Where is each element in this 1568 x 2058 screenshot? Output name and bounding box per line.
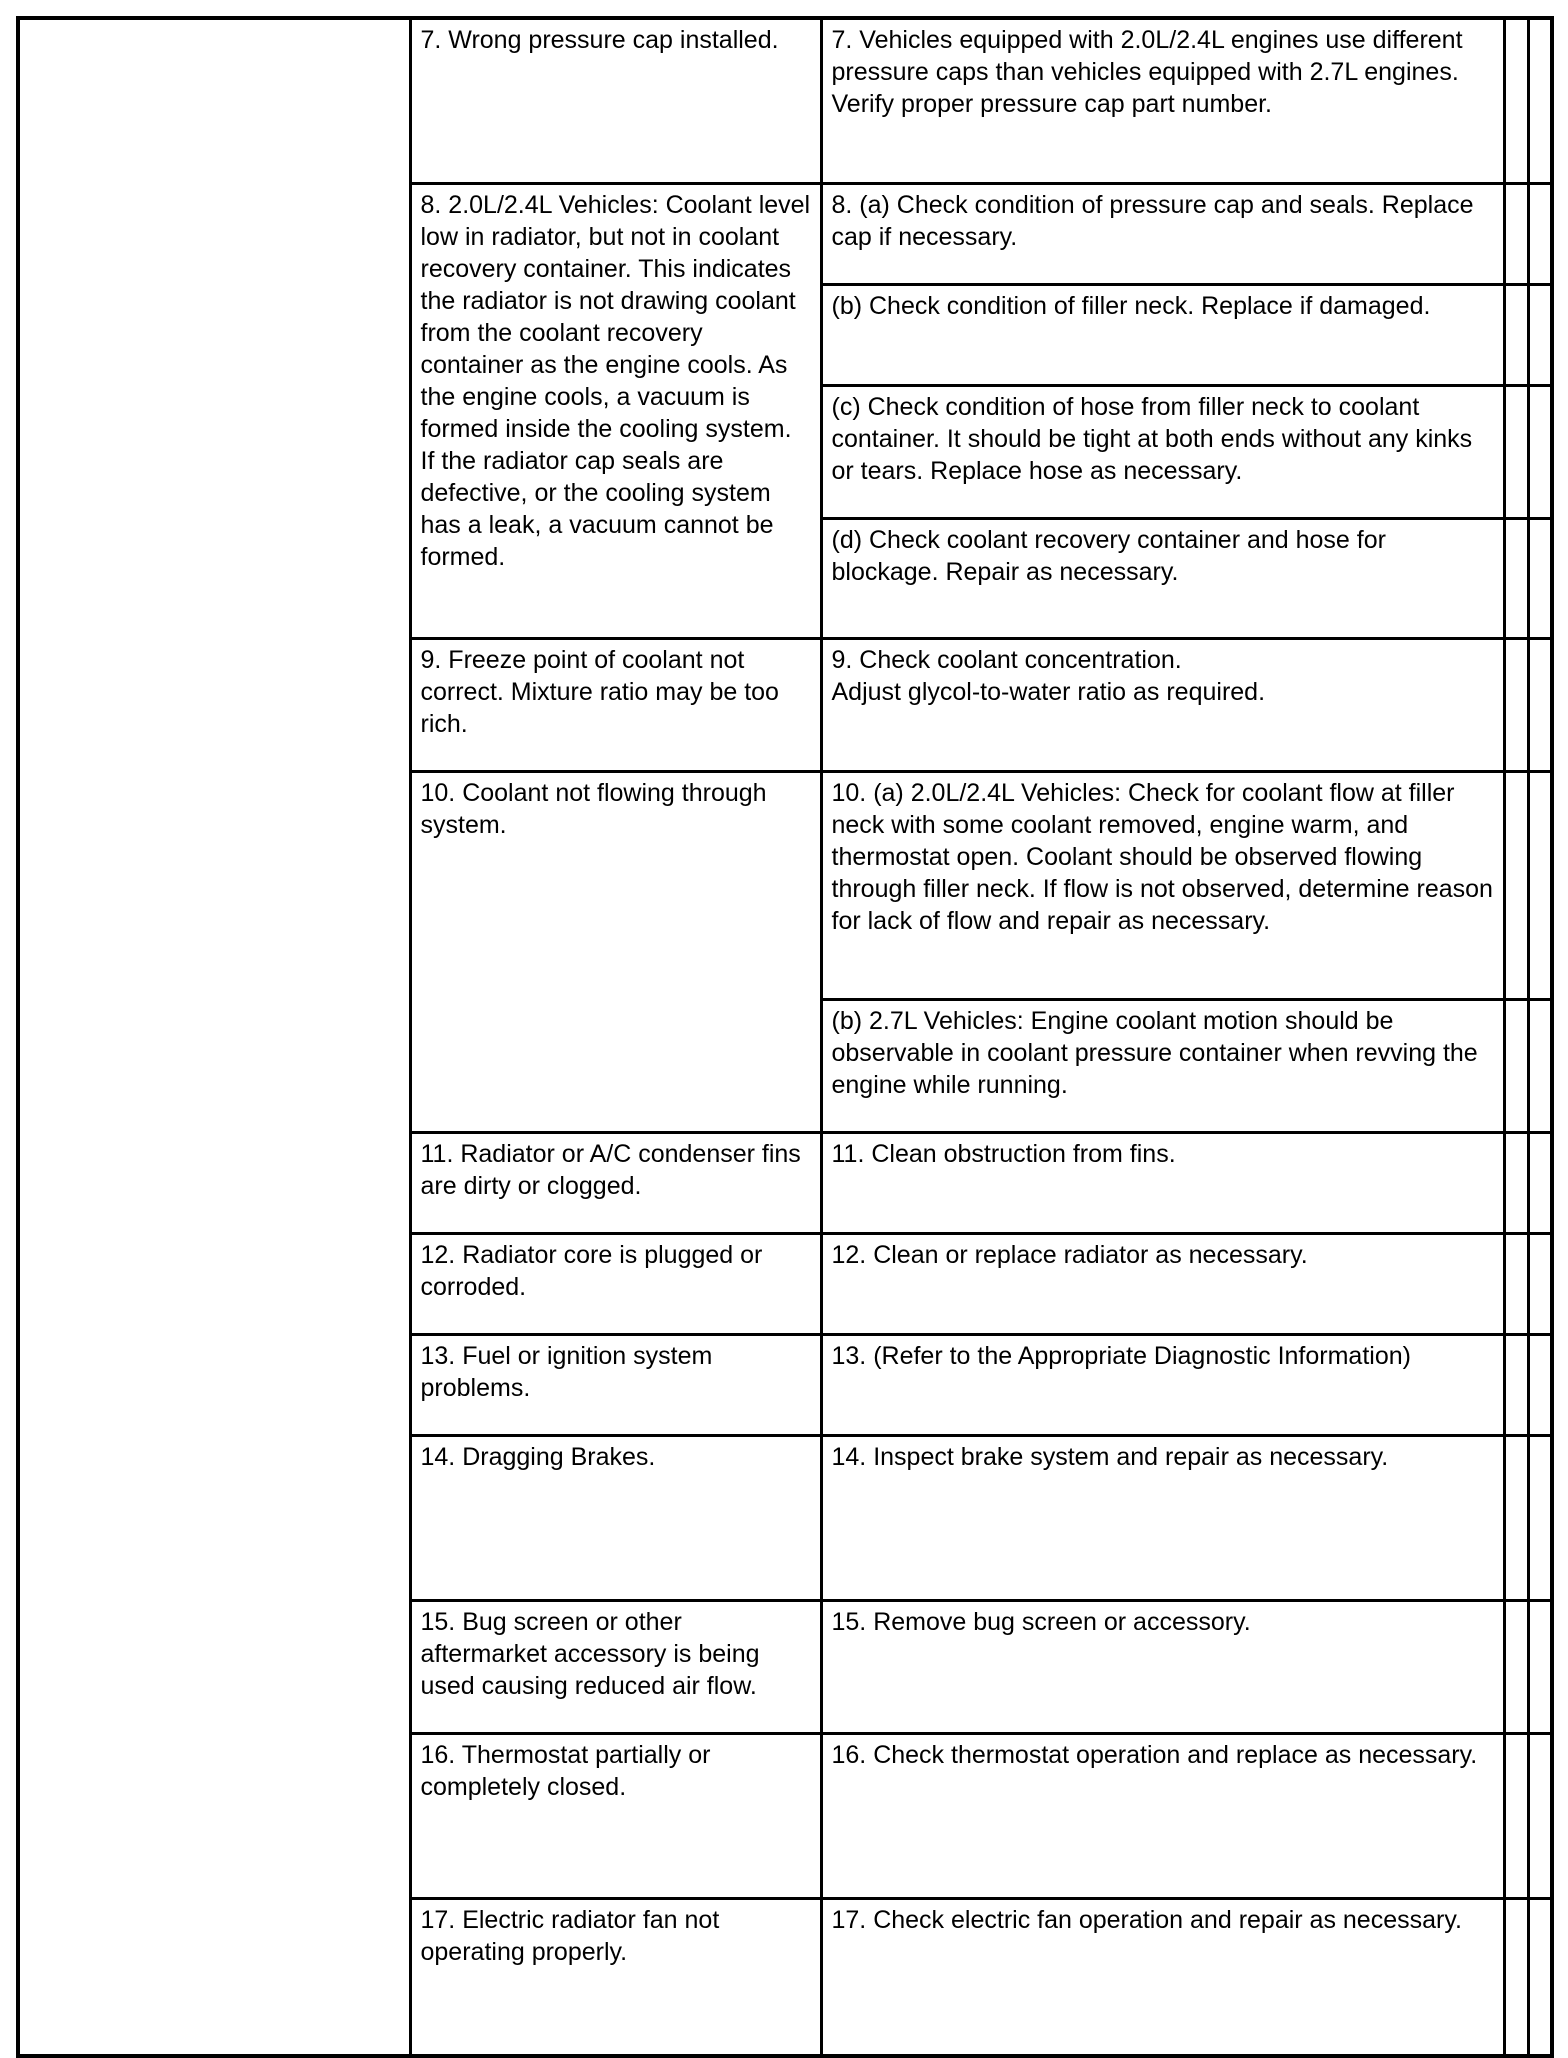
check-cell — [1528, 771, 1552, 999]
correction-cell: 10. (a) 2.0L/2.4L Vehicles: Check for coolant flow at filler neck with some coolant removed, engine warm, and thermostat open. Coolant should be observed flowing through filler neck. If flow is not observed, determine reason for lack of flow and repair as necessary. — [821, 771, 1504, 999]
cause-cell: 7. Wrong pressure cap installed. — [410, 18, 821, 183]
correction-cell: (b) 2.7L Vehicles: Engine coolant motion should be observable in coolant pressure container when revving the engine while running. — [821, 999, 1504, 1132]
correction-cell: 7. Vehicles equipped with 2.0L/2.4L engines use different pressure caps than vehicles equipped with 2.7L engines. Verify proper pressure cap part number. — [821, 18, 1504, 183]
correction-cell: 12. Clean or replace radiator as necessary. — [821, 1233, 1504, 1334]
check-cell — [1528, 1132, 1552, 1233]
check-cell — [1504, 1334, 1528, 1435]
check-cell — [1528, 518, 1552, 638]
check-cell — [1504, 518, 1528, 638]
correction-cell: 16. Check thermostat operation and replace as necessary. — [821, 1733, 1504, 1898]
correction-cell: (b) Check condition of filler neck. Replace if damaged. — [821, 284, 1504, 385]
check-cell — [1528, 1733, 1552, 1898]
correction-cell: 13. (Refer to the Appropriate Diagnostic Information) — [821, 1334, 1504, 1435]
cause-cell: 17. Electric radiator fan not operating properly. — [410, 1898, 821, 2056]
check-cell — [1528, 1898, 1552, 2056]
correction-cell: 17. Check electric fan operation and repair as necessary. — [821, 1898, 1504, 2056]
cause-cell: 11. Radiator or A/C condenser fins are dirty or clogged. — [410, 1132, 821, 1233]
cause-cell: 12. Radiator core is plugged or corroded. — [410, 1233, 821, 1334]
correction-cell: 8. (a) Check condition of pressure cap and seals. Replace cap if necessary. — [821, 183, 1504, 284]
cause-cell: 15. Bug screen or other aftermarket accessory is being used causing reduced air flow. — [410, 1600, 821, 1733]
table-row — [18, 18, 1552, 183]
check-cell — [1504, 18, 1528, 183]
check-cell — [1528, 284, 1552, 385]
cause-cell: 8. 2.0L/2.4L Vehicles: Coolant level low in radiator, but not in coolant recovery container. This indicates the radiator is not drawing coolant from the coolant recovery container as the engine cools. As the engine cools, a vacuum is formed inside the cooling system. If the radiator cap seals are defective, or the cooling system has a leak, a vacuum cannot be formed. — [410, 183, 821, 638]
check-cell — [1528, 638, 1552, 771]
check-cell — [1528, 183, 1552, 284]
check-cell — [1504, 1233, 1528, 1334]
check-cell — [1504, 284, 1528, 385]
correction-cell: (c) Check condition of hose from filler neck to coolant container. It should be tight at both ends without any kinks or tears. Replace hose as necessary. — [821, 385, 1504, 518]
check-cell — [1504, 771, 1528, 999]
check-cell — [1528, 999, 1552, 1132]
check-cell — [1504, 638, 1528, 771]
diagnosis-table — [16, 16, 1554, 2058]
check-cell — [1504, 1435, 1528, 1600]
check-cell — [1528, 18, 1552, 183]
check-cell — [1504, 1600, 1528, 1733]
correction-cell: 14. Inspect brake system and repair as necessary. — [821, 1435, 1504, 1600]
check-cell — [1504, 385, 1528, 518]
check-cell — [1528, 1334, 1552, 1435]
check-cell — [1528, 1435, 1552, 1600]
condition-cell — [18, 18, 410, 2056]
correction-cell: 11. Clean obstruction from fins. — [821, 1132, 1504, 1233]
check-cell — [1528, 1600, 1552, 1733]
cause-cell: 9. Freeze point of coolant not correct. Mixture ratio may be too rich. — [410, 638, 821, 771]
check-cell — [1504, 1132, 1528, 1233]
check-cell — [1504, 183, 1528, 284]
check-cell — [1528, 385, 1552, 518]
check-cell — [1528, 1233, 1552, 1334]
cause-cell: 10. Coolant not flowing through system. — [410, 771, 821, 1132]
correction-cell: 15. Remove bug screen or accessory. — [821, 1600, 1504, 1733]
correction-cell: (d) Check coolant recovery container and hose for blockage. Repair as necessary. — [821, 518, 1504, 638]
check-cell — [1504, 1898, 1528, 2056]
cause-cell: 16. Thermostat partially or completely closed. — [410, 1733, 821, 1898]
check-cell — [1504, 999, 1528, 1132]
check-cell — [1504, 1733, 1528, 1898]
cause-cell: 14. Dragging Brakes. — [410, 1435, 821, 1600]
correction-cell: 9. Check coolant concentration. Adjust glycol-to-water ratio as required. — [821, 638, 1504, 771]
cause-cell: 13. Fuel or ignition system problems. — [410, 1334, 821, 1435]
